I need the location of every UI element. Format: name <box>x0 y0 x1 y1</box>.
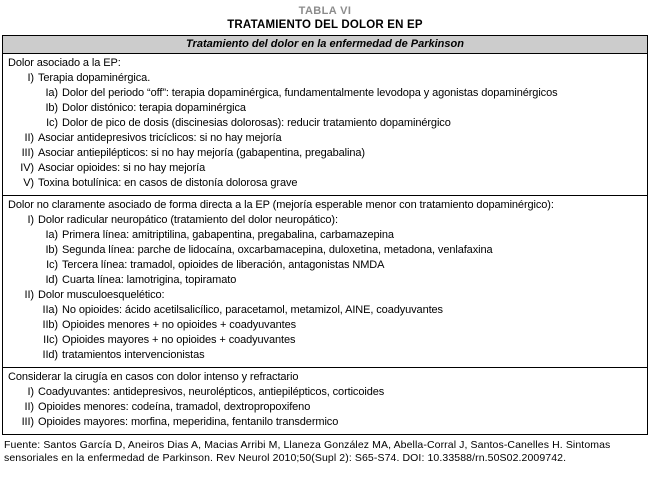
table-row <box>8 228 642 243</box>
row-numeral: III) <box>21 416 34 428</box>
table-row <box>8 243 642 258</box>
table-number-label: TABLA VI <box>298 5 352 17</box>
table-row <box>8 303 642 318</box>
row-text: Dolor del periodo “off”: terapia dopaminérgica, fundamentalmente levodopa y agonistas dopaminérgicos <box>62 87 558 99</box>
row-text: Opioides mayores + no opioides + coadyuvantes <box>62 334 296 346</box>
table-section-considerar-cirugia <box>3 368 647 434</box>
table-section-dolor-no-claramente-asociado <box>3 196 647 368</box>
table-row <box>8 161 642 176</box>
table-row <box>8 101 642 116</box>
table-row <box>8 71 642 86</box>
row-text: Tercera línea: tramadol, opioides de liberación, antagonistas NMDA <box>62 259 385 271</box>
row-text: No opioides: ácido acetilsalicílico, paracetamol, metamizol, AINE, coadyuvantes <box>62 304 443 316</box>
table-row <box>8 213 642 228</box>
row-numeral: Ic) <box>46 117 58 129</box>
row-numeral: I) <box>27 386 34 398</box>
row-text: Asociar antiepilépticos: si no hay mejoría (gabapentina, pregabalina) <box>38 147 365 159</box>
row-numeral: III) <box>21 147 34 159</box>
row-numeral: II) <box>24 289 34 301</box>
row-numeral: Ia) <box>45 229 58 241</box>
row-numeral: I) <box>27 214 34 226</box>
row-numeral: IIc) <box>43 334 58 346</box>
table-row <box>8 415 642 430</box>
table-row <box>8 116 642 131</box>
table-row <box>8 176 642 191</box>
row-text: Coadyuvantes: antidepresivos, neurolépticos, antiepilépticos, corticoides <box>38 386 385 398</box>
table-row <box>8 318 642 333</box>
row-numeral: II) <box>24 132 34 144</box>
table-row <box>8 86 642 101</box>
table-row <box>8 385 642 400</box>
table-row <box>8 273 642 288</box>
row-numeral: Ib) <box>45 244 58 256</box>
page-title: TRATAMIENTO DEL DOLOR EN EP <box>227 19 423 31</box>
row-text: Primera línea: amitriptilina, gabapentina, pregabalina, carbamazepina <box>62 229 394 241</box>
table-row <box>8 370 642 385</box>
row-text: Dolor musculoesquelético: <box>38 289 165 301</box>
row-text: Opioides mayores: morfina, meperidina, fentanilo transdermico <box>38 416 339 428</box>
row-numeral: Ia) <box>45 87 58 99</box>
table-section-dolor-asociado-a-la-ep <box>3 54 647 196</box>
row-text: Asociar opioides: si no hay mejoría <box>38 162 206 174</box>
table-row <box>8 56 642 71</box>
row-text: Asociar antidepresivos tricíclicos: si no hay mejoría <box>38 132 282 144</box>
row-text: Opioides menores: codeína, tramadol, dextropropoxifeno <box>38 401 311 413</box>
row-text: Considerar la cirugía en casos con dolor intenso y refractario <box>8 371 299 383</box>
row-text: Segunda línea: parche de lidocaína, oxcarbamacepina, duloxetina, metadona, venlafaxina <box>62 244 493 256</box>
table-row <box>8 131 642 146</box>
row-text: Dolor distónico: terapia dopaminérgica <box>62 102 246 114</box>
row-numeral: Id) <box>45 274 58 286</box>
table-header: Tratamiento del dolor en la enfermedad de Parkinson <box>3 36 647 54</box>
row-numeral: IIb) <box>42 319 58 331</box>
row-text: Dolor no claramente asociado de forma directa a la EP (mejoría esperable menor con tratamiento dopaminérgico): <box>8 199 554 211</box>
table-row <box>8 400 642 415</box>
row-text: Dolor de pico de dosis (discinesias dolorosas): reducir tratamiento dopaminérgico <box>62 117 451 129</box>
row-text: Toxina botulínica: en casos de distonía dolorosa grave <box>38 177 298 189</box>
row-numeral: IId) <box>42 349 58 361</box>
table-body <box>3 54 647 434</box>
treatment-table <box>2 35 648 435</box>
row-numeral: Ic) <box>46 259 58 271</box>
row-text: Opioides menores + no opioides + coadyuvantes <box>62 319 296 331</box>
row-numeral: Ib) <box>45 102 58 114</box>
row-text: Terapia dopaminérgica. <box>38 72 151 84</box>
row-numeral: I) <box>27 72 34 84</box>
row-numeral: IIa) <box>42 304 58 316</box>
row-numeral: V) <box>23 177 34 189</box>
row-text: Dolor asociado a la EP: <box>8 57 121 69</box>
row-numeral: IV) <box>20 162 34 174</box>
row-text: tratamientos intervencionistas <box>62 349 205 361</box>
row-text: Cuarta línea: lamotrigina, topiramato <box>62 274 237 286</box>
title-block <box>2 5 648 32</box>
source-citation: Fuente: Santos García D, Aneiros Dias A, Macias Arribi M, Llaneza González MA, Abella-Corral J, Santos-Canelles H. Sintomas sensoriales en la enfermedad de Parkinson. Rev Neurol 2010;50(Supl 2): S65-S74. DOI: 10.33588/rn.50S02.2009742. <box>4 439 611 464</box>
table-row <box>8 348 642 363</box>
table-row <box>8 333 642 348</box>
table-row <box>8 288 642 303</box>
row-numeral: II) <box>24 401 34 413</box>
table-row <box>8 146 642 161</box>
table-row <box>8 198 642 213</box>
table-row <box>8 258 642 273</box>
row-text: Dolor radicular neuropático (tratamiento del dolor neuropático): <box>38 214 338 226</box>
